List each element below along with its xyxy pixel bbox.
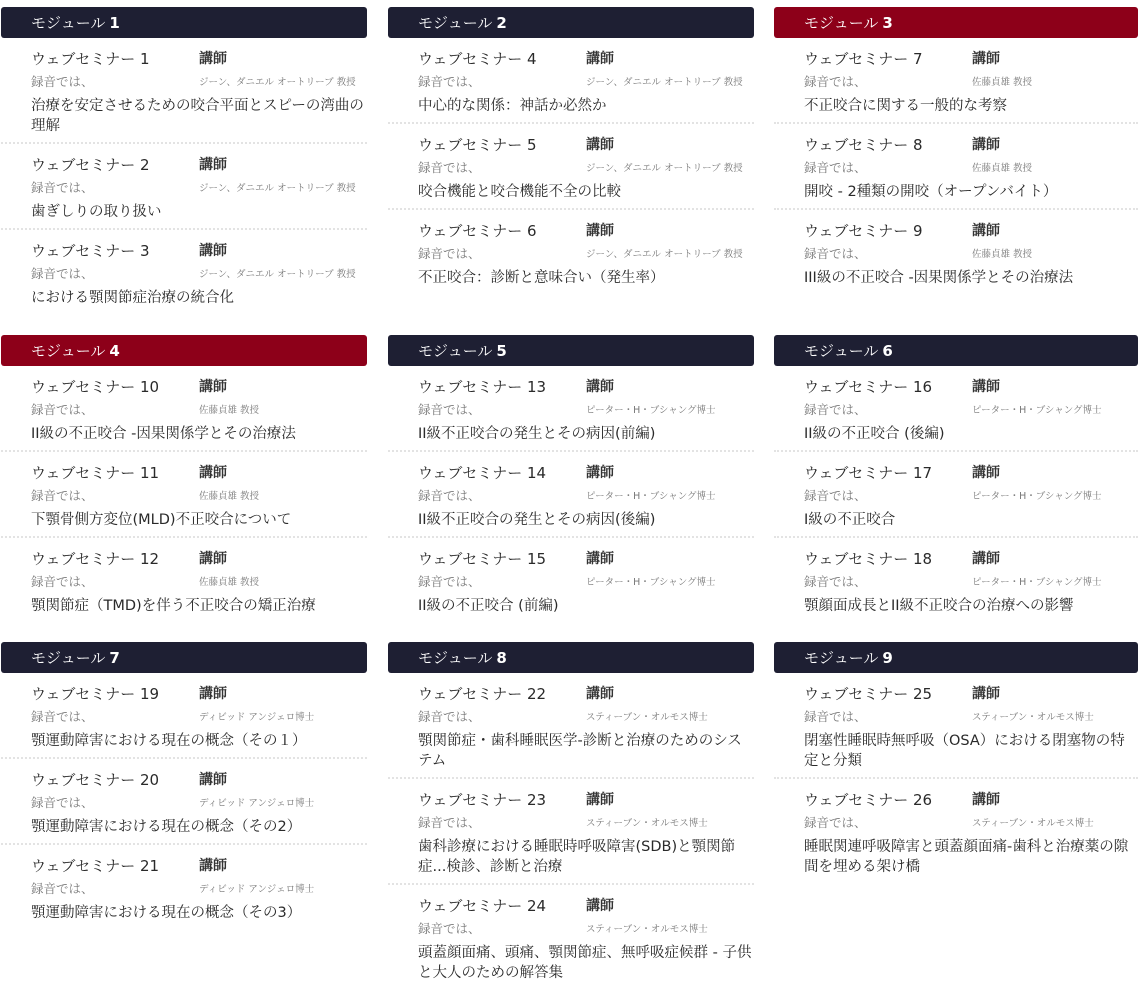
lesson-title: 閉塞性睡眠時無呼吸（OSA）における閉塞物の特定と分類 [804, 733, 1125, 769]
module-header[interactable] [1, 642, 367, 673]
recorded-label: 録音では、 [31, 795, 94, 810]
lecturer-name: ディビッド アンジェロ博士 [199, 798, 315, 809]
webinar-number: ウェブセミナー 18 [804, 549, 933, 568]
lecturer-label: 講師 [199, 465, 227, 481]
lecturer-name: ジーン、ダニエル オートリーブ 教授 [199, 269, 356, 280]
lesson-title: 開咬 - 2種類の開咬（オープンバイト） [804, 184, 1058, 200]
lecturer-label: 講師 [199, 772, 227, 788]
lesson-item[interactable] [388, 673, 754, 777]
lecturer-label: 講師 [199, 858, 227, 874]
lesson-title: 咬合機能と咬合機能不全の比較 [418, 184, 621, 200]
webinar-number: ウェブセミナー 24 [418, 896, 547, 915]
lesson-title: 治療を安定させるための咬合平面とスピーの湾曲の理解 [31, 98, 364, 134]
lecturer-name: スティーブン・オルモス博士 [972, 818, 1094, 829]
lecturer-name: 佐藤貞雄 教授 [199, 491, 260, 502]
recorded-label: 録音では、 [418, 815, 481, 830]
module-label: モジュール [418, 649, 493, 667]
webinar-number: ウェブセミナー 14 [418, 463, 547, 482]
lesson-item[interactable] [388, 122, 754, 208]
webinar-number: ウェブセミナー 22 [418, 684, 547, 703]
module-card [774, 7, 1138, 294]
lesson-item[interactable] [388, 883, 754, 989]
lesson-title: 頭蓋顔面痛、頭痛、顎関節症、無呼吸症候群 - 子供と大人のための解答集 [418, 945, 752, 981]
lecturer-name: ディビッド アンジェロ博士 [199, 712, 315, 723]
lesson-title: II級の不正咬合 -因果関係学とその治療法 [31, 426, 296, 442]
lecturer-name: 佐藤貞雄 教授 [972, 77, 1033, 88]
lesson-item[interactable] [1, 142, 367, 228]
lesson-item[interactable] [388, 208, 754, 294]
module-label: モジュール [418, 342, 493, 360]
recorded-label: 録音では、 [418, 402, 481, 417]
module-card [1, 642, 367, 929]
webinar-number: ウェブセミナー 1 [31, 49, 150, 68]
lecturer-name: スティーブン・オルモス博士 [972, 712, 1094, 723]
lesson-item[interactable] [388, 38, 754, 122]
recorded-label: 録音では、 [418, 574, 481, 589]
webinar-number: ウェブセミナー 10 [31, 377, 160, 396]
lecturer-name: ピーター・H・ブシャング博士 [972, 405, 1102, 416]
recorded-label: 録音では、 [804, 160, 867, 175]
lesson-title: II級の不正咬合 (後編) [804, 426, 945, 442]
lesson-item[interactable] [774, 777, 1138, 883]
recorded-label: 録音では、 [804, 74, 867, 89]
lecturer-label: 講師 [972, 379, 1000, 395]
webinar-number: ウェブセミナー 8 [804, 135, 923, 154]
lecturer-name: ディビッド アンジェロ博士 [199, 884, 315, 895]
recorded-label: 録音では、 [31, 266, 94, 281]
lecturer-label: 講師 [972, 223, 1000, 239]
lecturer-name: ピーター・H・ブシャング博士 [586, 405, 716, 416]
lecturer-label: 講師 [972, 465, 1000, 481]
webinar-number: ウェブセミナー 6 [418, 221, 537, 240]
lecturer-name: ジーン、ダニエル オートリーブ 教授 [199, 183, 356, 194]
lesson-title: II級の不正咬合 (前編) [418, 598, 559, 614]
lesson-title: 睡眠関連呼吸障害と頭蓋顔面痛-歯科と治療薬の隙間を埋める架け橋 [804, 839, 1129, 875]
lecturer-name: スティーブン・オルモス博士 [586, 818, 708, 829]
recorded-label: 録音では、 [804, 815, 867, 830]
lecturer-name: ジーン、ダニエル オートリーブ 教授 [586, 77, 743, 88]
lesson-title: 下顎骨側方変位(MLD)不正咬合について [31, 512, 292, 528]
webinar-number: ウェブセミナー 23 [418, 790, 547, 809]
recorded-label: 録音では、 [804, 402, 867, 417]
lesson-title: 歯ぎしりの取り扱い [31, 204, 162, 220]
module-label: モジュール [31, 14, 106, 32]
lesson-item[interactable] [388, 366, 754, 450]
lesson-item[interactable] [774, 122, 1138, 208]
module-label: モジュール [418, 14, 493, 32]
module-label: モジュール [31, 649, 106, 667]
module-number: 4 [109, 341, 120, 360]
webinar-number: ウェブセミナー 5 [418, 135, 537, 154]
lesson-item[interactable] [1, 38, 367, 142]
module-card [388, 7, 754, 294]
lesson-item[interactable] [1, 757, 367, 843]
module-card [388, 642, 754, 989]
lecturer-name: ピーター・H・ブシャング博士 [586, 491, 716, 502]
webinar-number: ウェブセミナー 2 [31, 155, 150, 174]
lesson-title: 歯科診療における睡眠時呼吸障害(SDB)と顎関節症...検診、診断と治療 [418, 839, 736, 875]
lesson-title: 不正咬合：診断と意味合い（発生率） [418, 270, 665, 286]
module-header[interactable] [1, 335, 367, 366]
recorded-label: 録音では、 [31, 402, 94, 417]
module-number: 1 [109, 13, 120, 32]
lesson-title: における顎関節症治療の統合化 [31, 290, 234, 306]
module-header[interactable] [774, 7, 1138, 38]
lecturer-label: 講師 [199, 157, 227, 173]
lesson-item[interactable] [388, 536, 754, 622]
lesson-title: III級の不正咬合 -因果関係学とその治療法 [804, 270, 1074, 286]
recorded-label: 録音では、 [31, 488, 94, 503]
webinar-number: ウェブセミナー 26 [804, 790, 933, 809]
lecturer-label: 講師 [586, 137, 614, 153]
lesson-item[interactable] [774, 450, 1138, 536]
recorded-label: 録音では、 [804, 488, 867, 503]
lecturer-label: 講師 [972, 686, 1000, 702]
module-header[interactable] [774, 642, 1138, 673]
module-header[interactable] [774, 335, 1138, 366]
lecturer-name: ジーン、ダニエル オートリーブ 教授 [586, 249, 743, 260]
lesson-item[interactable] [774, 366, 1138, 450]
module-number: 3 [882, 13, 893, 32]
lecturer-name: スティーブン・オルモス博士 [586, 924, 708, 935]
lecturer-label: 講師 [586, 379, 614, 395]
lecturer-name: ジーン、ダニエル オートリーブ 教授 [199, 77, 356, 88]
module-label: モジュール [804, 342, 879, 360]
lesson-item[interactable] [1, 536, 367, 622]
module-label: モジュール [804, 649, 879, 667]
lesson-item[interactable] [774, 38, 1138, 122]
lecturer-label: 講師 [586, 51, 614, 67]
webinar-number: ウェブセミナー 15 [418, 549, 547, 568]
module-card [388, 335, 754, 622]
lecturer-label: 講師 [586, 792, 614, 808]
webinar-number: ウェブセミナー 16 [804, 377, 933, 396]
module-header[interactable] [1, 7, 367, 38]
module-header[interactable] [388, 7, 754, 38]
lesson-item[interactable] [388, 450, 754, 536]
lesson-title: 中心的な関係：神話か必然か [418, 98, 607, 114]
module-number: 5 [496, 341, 507, 360]
recorded-label: 録音では、 [31, 881, 94, 896]
lesson-title: II級不正咬合の発生とその病因(後編) [418, 512, 656, 528]
webinar-number: ウェブセミナー 3 [31, 241, 150, 260]
lecturer-name: 佐藤貞雄 教授 [199, 405, 260, 416]
webinar-number: ウェブセミナー 20 [31, 770, 160, 789]
lecturer-label: 講師 [972, 792, 1000, 808]
webinar-number: ウェブセミナー 17 [804, 463, 933, 482]
lesson-title: 顎顔面成長とII級不正咬合の治療への影響 [804, 598, 1074, 614]
lecturer-name: 佐藤貞雄 教授 [199, 577, 260, 588]
recorded-label: 録音では、 [418, 74, 481, 89]
lecturer-name: ピーター・H・ブシャング博士 [972, 577, 1102, 588]
recorded-label: 録音では、 [418, 709, 481, 724]
lecturer-name: スティーブン・オルモス博士 [586, 712, 708, 723]
recorded-label: 録音では、 [31, 574, 94, 589]
module-number: 7 [109, 648, 120, 667]
module-number: 6 [882, 341, 893, 360]
lesson-title: I級の不正咬合 [804, 512, 896, 528]
recorded-label: 録音では、 [31, 180, 94, 195]
module-label: モジュール [804, 14, 879, 32]
webinar-number: ウェブセミナー 19 [31, 684, 160, 703]
lesson-title: 顎運動障害における現在の概念（その１） [31, 733, 307, 749]
lecturer-label: 講師 [199, 379, 227, 395]
module-header[interactable] [388, 642, 754, 673]
lecturer-label: 講師 [972, 51, 1000, 67]
module-card [1, 7, 367, 314]
lecturer-label: 講師 [586, 223, 614, 239]
lecturer-label: 講師 [972, 551, 1000, 567]
lecturer-name: 佐藤貞雄 教授 [972, 163, 1033, 174]
lecturer-label: 講師 [586, 551, 614, 567]
recorded-label: 録音では、 [418, 246, 481, 261]
lesson-item[interactable] [774, 208, 1138, 294]
lecturer-label: 講師 [972, 137, 1000, 153]
lesson-item[interactable] [1, 673, 367, 757]
lecturer-label: 講師 [199, 243, 227, 259]
lesson-title: II級不正咬合の発生とその病因(前編) [418, 426, 656, 442]
lecturer-label: 講師 [586, 465, 614, 481]
recorded-label: 録音では、 [804, 574, 867, 589]
lecturer-label: 講師 [199, 551, 227, 567]
lecturer-name: 佐藤貞雄 教授 [972, 249, 1033, 260]
module-header[interactable] [388, 335, 754, 366]
lecturer-label: 講師 [586, 898, 614, 914]
webinar-number: ウェブセミナー 7 [804, 49, 923, 68]
lesson-item[interactable] [1, 843, 367, 929]
module-number: 8 [496, 648, 507, 667]
webinar-number: ウェブセミナー 25 [804, 684, 933, 703]
lesson-item[interactable] [1, 228, 367, 314]
module-number: 9 [882, 648, 893, 667]
module-card [774, 335, 1138, 622]
lesson-item[interactable] [774, 536, 1138, 622]
lesson-title: 不正咬合に関する一般的な考察 [804, 98, 1007, 114]
lesson-item[interactable] [1, 450, 367, 536]
module-card [1, 335, 367, 622]
module-label: モジュール [31, 342, 106, 360]
recorded-label: 録音では、 [804, 246, 867, 261]
lecturer-label: 講師 [586, 686, 614, 702]
recorded-label: 録音では、 [804, 709, 867, 724]
module-card [774, 642, 1138, 883]
webinar-number: ウェブセミナー 12 [31, 549, 160, 568]
webinar-number: ウェブセミナー 9 [804, 221, 923, 240]
lecturer-name: ピーター・H・ブシャング博士 [972, 491, 1102, 502]
lecturer-name: ジーン、ダニエル オートリーブ 教授 [586, 163, 743, 174]
lesson-item[interactable] [388, 777, 754, 883]
lesson-title: 顎関節症・歯科睡眠医学-診断と治療のためのシステム [418, 733, 742, 769]
module-number: 2 [496, 13, 507, 32]
lesson-title: 顎運動障害における現在の概念（その2） [31, 819, 302, 835]
lesson-title: 顎運動障害における現在の概念（その3） [31, 905, 302, 921]
lecturer-label: 講師 [199, 686, 227, 702]
lecturer-label: 講師 [199, 51, 227, 67]
lecturer-name: ピーター・H・ブシャング博士 [586, 577, 716, 588]
lesson-item[interactable] [1, 366, 367, 450]
lesson-item[interactable] [774, 673, 1138, 777]
recorded-label: 録音では、 [418, 921, 481, 936]
webinar-number: ウェブセミナー 21 [31, 856, 160, 875]
webinar-number: ウェブセミナー 4 [418, 49, 537, 68]
recorded-label: 録音では、 [418, 488, 481, 503]
recorded-label: 録音では、 [31, 74, 94, 89]
lesson-title: 顎関節症（TMD)を伴う不正咬合の矯正治療 [31, 598, 316, 614]
webinar-number: ウェブセミナー 13 [418, 377, 547, 396]
webinar-number: ウェブセミナー 11 [31, 463, 160, 482]
recorded-label: 録音では、 [31, 709, 94, 724]
recorded-label: 録音では、 [418, 160, 481, 175]
